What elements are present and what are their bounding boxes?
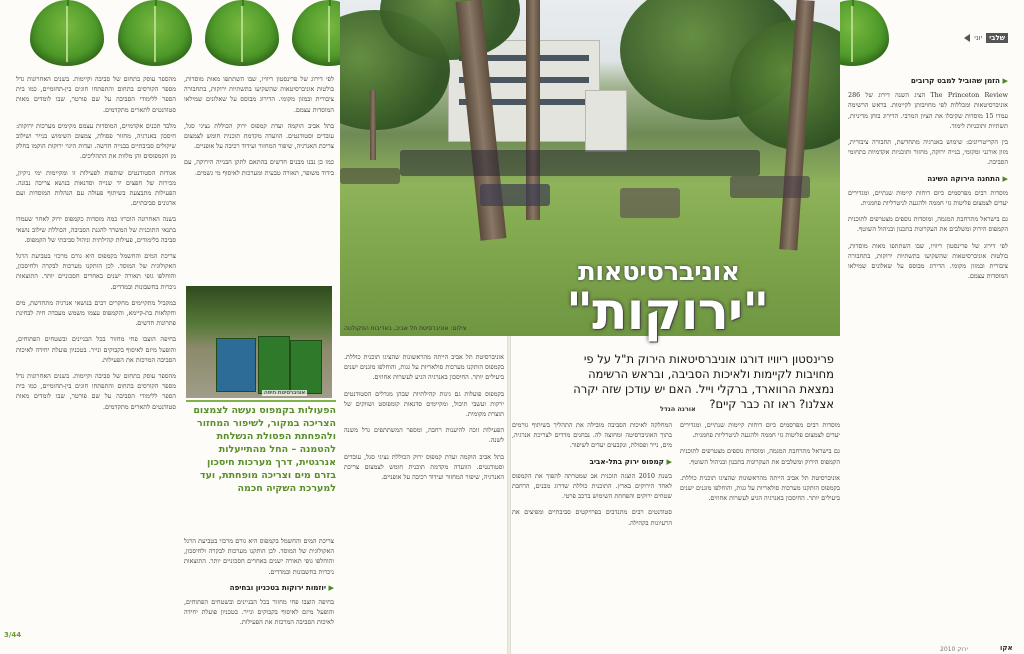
text-column xyxy=(344,352,504,638)
tree-trunk xyxy=(370,90,376,160)
issue-label: יוני xyxy=(974,34,983,42)
pull-quote: הפעולות בקמפוס נעשה לצמצום הצריכה במקור, לשיפור המחזור ולהפחתת הפסולת הנשלחת להטמנה – החל מהתייעלות אנרגטית, דרך מערכות חיסכון בזרם מים וצריכה מופחתת, ועד למערכת השקיה חכמה xyxy=(193,405,336,494)
paragraph: בקמפוס פועלות גם גינות קהילתיות שבהן מגדלים הסטודנטים ירקות ועשבי תיבול, ומקיימים סדנאות קומפוסט ושווקים של תוצרת מקומית. xyxy=(344,389,504,419)
section-tag: שלבי xyxy=(986,33,1008,43)
recycling-photo-caption: אוניברסיטת חיפה xyxy=(264,390,306,396)
section-subhead: ▶ התחנה הירוקה השיגה xyxy=(927,173,1008,183)
arrow-marker-icon: ▶ xyxy=(663,456,672,466)
paragraph: בשנה האחרונה הוכרזו כמה מוסדות כקמפוס ירוק לאחר שעמדו בתנאי התוכנית של המשרד להגנת הסביבה, הכוללת שילוב נושאי סביבה בלימודים, פעילות קהילתית וניהול סביבתי של הקמפוס. xyxy=(16,215,176,244)
paragraph: הפעילות זוכה להיענות רחבה, ומספר המשתתפים גדל משנה לשנה. xyxy=(344,426,504,445)
arrow-marker-icon: ▶ xyxy=(999,173,1008,183)
paragraph: במקביל מתקיימים מחקרים רבים בנושאי אנרגיה מתחדשת, מים וחקלאות בת-קיימא, והקמפוס עצמו משמש מעבדה חיה לבחינת פתרונות חדשים. xyxy=(16,298,176,328)
text-column xyxy=(16,74,176,626)
paragraph: גם בישראל מתרחבת המגמה, ומוסדות נוספים מצטרפים לתוכנית הקמפוס הירוק ומשלבים את העקרונות בתכנון ובניהול השוטף. xyxy=(848,215,1008,234)
paragraph: מהספר עוסק בתחום של סביבה וקיימות. בשנים האחרונות גדל מספר הקורסים בתחום והתפתחו חוגים בין-תחומיים, כמו בית הספר ללימודי הסביבה על שם פורטר, שבו לומדים מאות סטודנטים לתארים מתקדמים. xyxy=(16,75,176,114)
text-column xyxy=(184,536,334,636)
section-subhead: ▶ הזמן שהוביל למבט קרובים xyxy=(910,76,1008,85)
paragraph: לפי דירוג של פרינסטון ריוויו, שבו השתתפו מאות מוסדות, בולטות אוניברסיטאות שהשקיעו בתשתיות ירוקות, בתחבורה ציבורית ובמזון מקומי. הדירוג מבוסס על שאלונים שמילאו המוסדות עצמם. xyxy=(848,241,1008,281)
arrow-marker-icon: ▶ xyxy=(325,582,334,592)
text-column xyxy=(848,74,1008,636)
paragraph: מלבד תכנים אקדמיים, המוסדות עצמם מקימים מערכות ירוקות: חיסכון באנרגיה, מחזור פסולת, צמצום השימוש בנייר ושילוב שיקולים סביבתיים בבנייה חדשה. ועדות היגוי ירוקות הוקמו בחלק מן הקמפוסים והן מלוות את התהליכים. xyxy=(16,121,176,161)
arrow-left-icon xyxy=(964,34,970,42)
section-header xyxy=(964,32,1008,44)
page-number-left: 3/44 xyxy=(4,631,22,639)
pullquote-rule xyxy=(186,400,336,402)
text-column xyxy=(184,74,334,282)
article-lead: פרינסטון ריוויו דורגו אוניברסיטאות הירוק ת"ל על פי מחויבות לקיימות ולאיכות הסביבה, ובראש הרשימה נמצאת הרווארד, ברקלי וייל. האם יש עודכן שזה יקרה אצלנו? ראו זה כבר קיים? xyxy=(573,352,834,411)
paragraph: מהספר עוסק בתחום של סביבה וקיימות. בשנים האחרונות גדל מספר הקורסים בתחום והתפתחו חוגים בין-תחומיים, כמו בית הספר ללימודי הסביבה על שם פורטר, שבו לומדים מאות סטודנטים לתארים מתקדמים. xyxy=(16,372,176,411)
paragraph: מוסדות רבים מפרסמים כיום דוחות קיימות שנתיים, ומגדירים יעדים לצמצום פליטות גזי חממה ולהגעה לניטרליות פחמנית. xyxy=(680,421,840,440)
section-subhead: ▶ יוזמות ירוקות בטכניון ובחיפה xyxy=(229,582,334,592)
article-author: אורנה הנדל xyxy=(660,405,696,413)
paragraph: צריכת המים והחשמל בקמפוס היא גורם מרכזי בטביעת הרגל האקולוגית של המוסד. לכן הותקנו מערכות לבקרה ולחיסכון, והוחלפו גופי תאורה ישנים באחרים חסכוניים יותר. התוצאות ניכרות בחשבונות ובמדדים. xyxy=(16,252,176,291)
article-title-upper: אוניברסיטאות xyxy=(578,257,740,287)
paragraph: צריכת המים והחשמל בקמפוס היא גורם מרכזי בטביעת הרגל האקולוגית של המוסד. לכן הותקנו מערכות לבקרה ולחיסכון, והוחלפו גופי תאורה ישנים באחרים חסכוניים יותר. התוצאות ניכרות בחשבונות ובמדדים. xyxy=(184,537,334,576)
text-column xyxy=(512,420,672,638)
paragraph: בתל אביב הוקמה ועדת קמפוס ירוק הכוללת נציגי סגל, עובדים וסטודנטים. הוועדה מקדמת תוכנית חומש לצמצום צריכת האנרגיה, שיפור המחזור ועידוד רכיבה על אופניים. xyxy=(344,452,504,482)
paragraph: בחיפה הוצבו פחי מחזור בכל הבניינים ובשטחים הפתוחים, והופעל מיזם לאיסוף בקבוקים ונייר. בטכניון פועלת יחידה לאיכות הסביבה המרכזת את הפעילות. xyxy=(16,335,176,364)
magazine-mark: אקו xyxy=(1000,644,1013,652)
paragraph: בין הקריטריונים: שימוש באנרגיה מתחדשת, תחבורה ציבורית, מזון אורגני ומקומי, בנייה ירוקה, מחזור ותוכניות אקדמיות בתחומי הסביבה. xyxy=(848,138,1008,167)
paragraph: אגודות הסטודנטים שותפות לפעילות זו ומקיימות ימי ניקיון, מכירות של חפצים יד שנייה וסדנאות בנושא צריכה נבונה. הפעילות מתבצעת בשיתוף פעולה עם הנהלות המוסדות ועם ארגונים סביבתיים. xyxy=(16,168,176,208)
paragraph: בשנת 2010 הוצגה תוכנית אב שמטרתה להפוך את הקמפוס לאחד הירוקים בארץ. התוכנית כוללת שדרוג מבנים, הרחבת שטחים ירוקים והפחתת השימוש ברכב פרטי. xyxy=(512,471,672,501)
article-title: "ירוקות" xyxy=(566,282,769,342)
section-subhead: ▶ קמפוס ירוק בתל-אביב xyxy=(589,456,672,466)
paragraph: לפי דירוג של פרינסטון ריוויו, שבו השתתפו מאות מוסדות, בולטות אוניברסיטאות שהשקיעו בתשתיות ירוקות, בתחבורה ציבורית ובמזון מקומי. הדירוג מבוסס על שאלונים שמילאו המוסדות עצמם. xyxy=(184,75,334,114)
paragraph: סטודנטים רבים מתנדבים בפרויקטים סביבתיים ומפיצים את הרעיונות בקהילה. xyxy=(512,508,672,527)
paragraph: בחיפה הוצבו פחי מחזור בכל הבניינים ובשטחים הפתוחים, והופעל מיזם לאיסוף בקבוקים ונייר. בטכניון פועלת יחידה לאיכות הסביבה המרכזת את הפעילות. xyxy=(184,598,334,627)
text-column xyxy=(680,420,840,638)
paragraph: The Princeton Review הציג השנה דירוג של 286 אוניברסיטאות ומכללות לפי מחויבותן לקיימות. בראש הרשימה עמדו 15 מוסדות שקיבלו את הציון המרבי. הדירוג בוחן מדיניות, תשתיות ותוכניות לימוד. xyxy=(848,91,1008,130)
paragraph: כמו כן נבנו מבנים חדשים בהתאם לתקן הבנייה הירוקה, עם בידוד משופר, תאורה טבעית ומערכות לאיסוף מי גשמים. xyxy=(184,158,334,177)
paragraph: אוניברסיטת תל אביב הייתה מהראשונות שהציגו תוכנית כוללת. בקמפוס הותקנו מערכות סולאריות על גגות, והוחלפו מזגנים ישנים ביעילים יותר. החיסכון באנרגיה הגיע לעשרות אחוזים. xyxy=(680,473,840,503)
paragraph: אוניברסיטת תל אביב הייתה מהראשונות שהציגו תוכנית כוללת. בקמפוס הותקנו מערכות סולאריות על גגות, והוחלפו מזגנים ישנים ביעילים יותר. החיסכון באנרגיה הגיע לעשרות אחוזים. xyxy=(344,353,504,382)
paragraph: המחלקה לאיכות הסביבה מובילה את התהליך בשיתוף גורמים בתוך האוניברסיטה ומחוצה לה. נבחנים מדדים לצריכת אנרגיה, מים, נייר ופסולת, ונקבעים יעדים לשיפור. xyxy=(512,421,672,450)
paragraph: בתל אביב הוקמה ועדת קמפוס ירוק הכוללת נציגי סגל, עובדים וסטודנטים. הוועדה מקדמת תוכנית חומש לצמצום צריכת האנרגיה, שיפור המחזור ועידוד רכיבה על אופניים. xyxy=(184,121,334,151)
arrow-marker-icon: ▶ xyxy=(999,76,1008,85)
recycling-photo xyxy=(186,286,332,398)
paragraph: מוסדות רבים מפרסמים כיום דוחות קיימות שנתיים, ומגדירים יעדים לצמצום פליטות גזי חממה ולהגעה לניטרליות פחמנית. xyxy=(848,188,1008,208)
page-footer-right: ירוק 2010 xyxy=(940,646,968,653)
main-photo-caption: צילום: אוניברסיטת תל אביב, באדיבות הפקולטה xyxy=(344,325,467,332)
paragraph: גם בישראל מתרחבת המגמה, ומוסדות נוספים מצטרפים לתוכנית הקמפוס הירוק ומשלבים את העקרונות בתכנון ובניהול השוטף. xyxy=(680,447,840,466)
building xyxy=(585,90,627,152)
